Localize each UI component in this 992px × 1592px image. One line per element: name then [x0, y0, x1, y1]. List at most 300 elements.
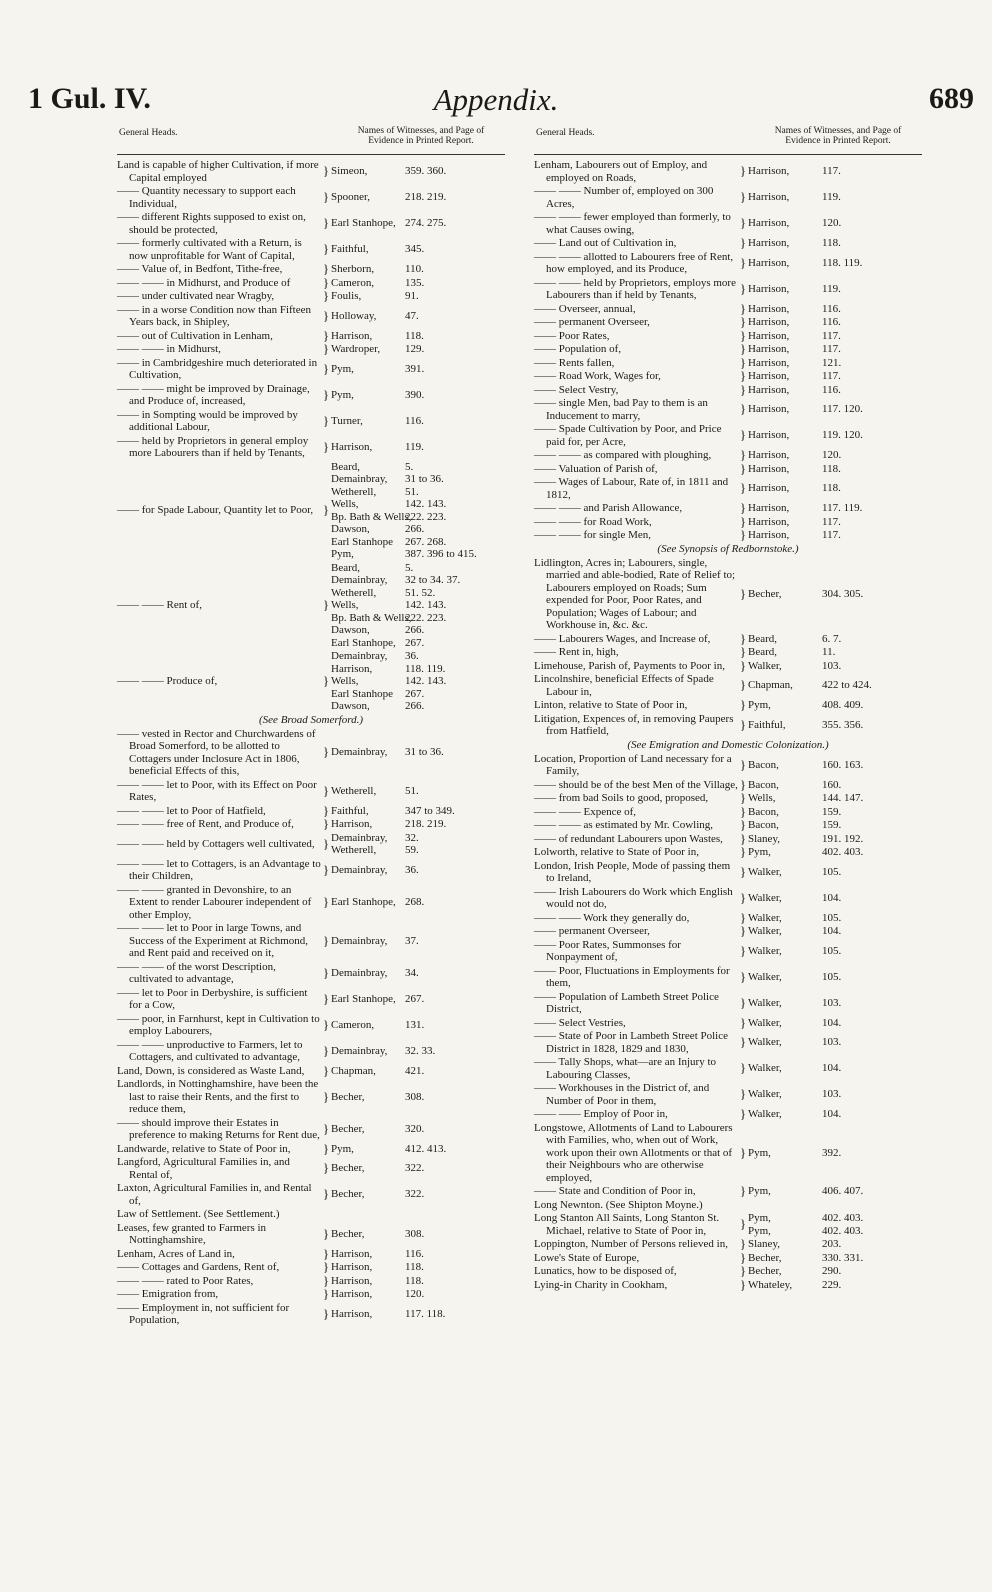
brace: } [739, 1086, 747, 1102]
brace: } [739, 1106, 747, 1121]
index-entry [534, 1276, 922, 1292]
witness-line: Bp. Bath & Wells, [331, 510, 412, 523]
page-line: 5. [405, 460, 414, 473]
page-reference [405, 363, 505, 376]
witness-name [748, 237, 822, 250]
witness-name [748, 257, 822, 270]
index-entry [534, 909, 922, 925]
page-line: 160. 163. [822, 758, 864, 771]
entry-heading: —— permanent Overseer, [534, 925, 650, 937]
index-entry [117, 858, 505, 883]
entry-heading: —— —— for Road Work, [534, 515, 652, 528]
page-line: 218. 219. [405, 191, 447, 204]
index-entry [534, 1185, 922, 1198]
entry-heading: —— —— Expence of, [534, 805, 637, 818]
witness-name [748, 1279, 822, 1292]
witness-line: Pym, [331, 548, 354, 560]
entry-heading: —— single Men, bad Pay to them is an Inducement to marry, [534, 397, 708, 422]
page-line: 142. 143. [405, 599, 447, 611]
entry-heading: —— under cultivated near Wragby, [117, 290, 275, 302]
index-entry [117, 237, 505, 262]
brace: } [322, 386, 330, 402]
brace: } [322, 163, 330, 179]
witness-line: Demainbray, [331, 650, 388, 662]
index-entry [534, 397, 922, 422]
brace: } [322, 288, 330, 303]
page-line: 117. [822, 515, 841, 528]
index-entry [534, 1030, 922, 1055]
witness-line: Harrison, [748, 302, 790, 315]
entry-heading: —— Poor, Fluctuations in Employments for them, [534, 964, 730, 989]
witness-name [748, 370, 822, 383]
index-entry [117, 1208, 505, 1221]
witness-name [748, 699, 822, 712]
entry-heading: —— —— held by Proprietors, employs more Labourers than if held by Tenants, [534, 276, 736, 301]
witness-line: Harrison, [748, 403, 790, 416]
page-line: 120. [405, 1288, 425, 1300]
entry-heading: —— Population of Lambeth Street Police District, [534, 990, 719, 1015]
witness-name [748, 892, 822, 905]
page-line: 118. [405, 329, 424, 342]
witness-name [748, 945, 822, 958]
witness-name [748, 343, 822, 356]
index-entry [117, 562, 505, 650]
witness-line: Walker, [748, 1016, 782, 1029]
index-entry [117, 274, 505, 290]
witness-line: Walker, [748, 659, 782, 672]
entry-heading: —— Workhouses in the District of, and Number of Poor in them, [534, 1082, 710, 1107]
entry-heading: Litigation, Expences of, in removing Paupers from Hatfield, [534, 712, 734, 737]
witness-name [331, 389, 405, 402]
page-reference [405, 1162, 505, 1175]
page-number: 689 [929, 82, 974, 115]
brace: } [739, 460, 747, 476]
page-line: 121. [822, 356, 842, 369]
brace: } [739, 500, 747, 515]
index-entry [534, 646, 922, 659]
index-entry [534, 630, 922, 646]
page-line: 268. [405, 896, 425, 908]
index-entry [117, 818, 505, 831]
witness-name [748, 997, 822, 1010]
witness-name [331, 1308, 405, 1321]
page-reference [822, 819, 922, 832]
entry-heading: —— —— granted in Devonshire, to an Extent to render Labourer independent of other Employ, [117, 883, 312, 921]
page-line: 117. 120. [822, 403, 863, 416]
witnesses-label: Names of Witnesses, and Page of Evidence in Printed Report. [774, 126, 902, 146]
witness-name [748, 833, 822, 846]
brace: } [322, 1042, 330, 1058]
index-entry [534, 502, 922, 515]
witness-line: Wells, [331, 599, 359, 611]
witness-name [748, 759, 822, 772]
witness-line: Harrison, [748, 282, 790, 295]
witness-name [748, 971, 822, 984]
index-entry [117, 211, 505, 236]
entry-heading: Limehouse, Parish of, Payments to Poor in, [534, 659, 725, 672]
page-reference [822, 1108, 922, 1121]
page-line: 320. [405, 1122, 425, 1135]
page-reference [405, 441, 505, 454]
entry-heading: —— Spade Cultivation by Poor, and Price paid for, per Acre, [534, 423, 722, 448]
witness-line: Harrison, [748, 429, 790, 442]
witness-line: Simeon, [331, 165, 368, 178]
page-reference [405, 1275, 505, 1288]
page-line: 51. [405, 485, 419, 498]
entry-heading: —— —— of the worst Description, cultivated to advantage, [117, 960, 276, 985]
page-line: 37. [405, 934, 419, 947]
brace: } [322, 412, 330, 428]
page-reference [822, 502, 922, 515]
entry-heading: —— Quantity necessary to support each Individual, [117, 185, 296, 210]
page-line: 117. [822, 529, 841, 541]
index-entry [534, 753, 922, 778]
entry-heading: —— from bad Soils to good, proposed, [534, 792, 709, 804]
brace: } [322, 673, 330, 688]
page-reference [405, 217, 505, 230]
page-line: 203. [822, 1238, 842, 1250]
page-reference [822, 1185, 922, 1198]
witness-name [331, 441, 405, 454]
brace: } [739, 314, 747, 329]
entry-heading: —— —— held by Cottagers well cultivated, [117, 837, 315, 850]
page-reference [822, 429, 922, 442]
witness-line: Harrison, [331, 818, 373, 830]
witness-line: Wells, [331, 675, 359, 687]
index-entry [534, 860, 922, 885]
witness-line: Walker, [748, 925, 782, 937]
header-rule [534, 154, 922, 155]
entry-heading: Loppington, Number of Persons relieved in, [534, 1238, 728, 1250]
index-entry [117, 290, 505, 303]
witness-name [748, 403, 822, 416]
index-entry [534, 1108, 922, 1121]
witness-line: Cameron, [331, 1018, 375, 1031]
index-entry [534, 460, 922, 476]
page-reference [822, 403, 922, 416]
witness-line: Pym, [331, 362, 354, 375]
page-reference [822, 1238, 922, 1251]
entry-heading: —— —— allotted to Labourers free of Rent, how employed, and its Produce, [534, 250, 734, 275]
entry-heading: —— —— let to Cottagers, is an Advantage to their Children, [117, 857, 321, 882]
witness-line: Demainbray, [331, 831, 388, 844]
brace: } [739, 341, 747, 356]
page-line: 304. 305. [822, 587, 864, 600]
index-entry [534, 1122, 922, 1185]
brace: } [739, 716, 747, 732]
witness-line: Harrison, [748, 370, 790, 382]
page-reference [822, 1147, 922, 1160]
index-entry [534, 830, 922, 846]
page-reference [405, 343, 505, 356]
entry-heading: —— for Spade Labour, Quantity let to Poor, [117, 504, 314, 517]
page-line: 322. [405, 1162, 425, 1175]
witness-line: Walker, [748, 911, 782, 924]
index-entry [534, 343, 922, 356]
entry-heading: —— Rents fallen, [534, 356, 615, 369]
entry-heading: —— —— Work they generally do, [534, 911, 690, 924]
page-line: 159. [822, 805, 842, 818]
witness-line: Slaney, [748, 1238, 780, 1250]
page-reference [405, 243, 505, 256]
brace: } [322, 1272, 330, 1288]
brace: } [739, 427, 747, 443]
page-line: 330. 331. [822, 1251, 864, 1264]
brace: } [739, 1144, 747, 1160]
index-entry [534, 1082, 922, 1107]
witness-name [331, 561, 412, 650]
witness-line: Bacon, [748, 778, 779, 791]
page-line: 267. [405, 636, 425, 649]
index-entry [117, 383, 505, 408]
page-line: 36. [405, 650, 419, 662]
index-entry [117, 802, 505, 818]
page-line: 347 to 349. [405, 804, 455, 817]
entry-heading: —— Select Vestries, [534, 1016, 626, 1029]
entry-heading: —— held by Proprietors in general employ more Labourers than if held by Tenants, [117, 434, 309, 459]
witness-name [748, 646, 822, 659]
witnesses-label: Names of Witnesses, and Page of Evidence in Printed Report. [357, 126, 485, 146]
witness-line: Dawson, [331, 700, 370, 712]
witness-name [748, 1108, 822, 1121]
right-column-header [534, 126, 922, 152]
page-reference [822, 1088, 922, 1101]
witness-line: Pym, [748, 1212, 771, 1224]
witness-name [748, 1185, 822, 1198]
entry-heading: —— —— Number of, employed on 300 Acres, [534, 185, 714, 210]
witness-name [331, 650, 405, 713]
page-reference [405, 896, 505, 909]
entry-heading: —— Employment in, not sufficient for Population, [117, 1301, 290, 1326]
witness-name [748, 283, 822, 296]
witness-name [331, 746, 405, 759]
entry-heading: Law of Settlement. (See Settlement.) [117, 1208, 280, 1220]
witness-name [331, 805, 405, 818]
witness-name [331, 263, 405, 276]
page-line: 5. [405, 561, 414, 574]
index-entry [117, 1261, 505, 1274]
index-entry [117, 343, 505, 356]
brace: } [322, 1259, 330, 1274]
witness-line: Becher, [748, 587, 782, 600]
witness-name [748, 303, 822, 316]
index-entry [534, 803, 922, 819]
witness-line: Bp. Bath & Wells, [331, 611, 412, 624]
witness-line: Slaney, [748, 832, 780, 845]
entry-heading: —— Poor Rates, Summonses for Nonpayment of, [534, 938, 681, 963]
entry-heading: Lunatics, how to be disposed of, [534, 1265, 677, 1277]
brace: } [739, 513, 747, 529]
brace: } [322, 990, 330, 1006]
witness-line: Walker, [748, 944, 782, 957]
page-line: 116. [822, 316, 841, 328]
witness-name [748, 1238, 822, 1251]
brace: } [322, 341, 330, 356]
entry-heading: —— Select Vestry, [534, 383, 619, 396]
brace: } [739, 163, 747, 179]
page-reference [405, 191, 505, 204]
witness-line: Earl Stanhope, [331, 636, 396, 649]
index-entry [117, 435, 505, 460]
page-line: 118. [405, 1274, 424, 1287]
witness-line: Becher, [331, 1188, 365, 1201]
page-reference [822, 217, 922, 230]
witness-line: Harrison, [748, 449, 790, 461]
witness-line: Beard, [748, 646, 778, 658]
brace: } [739, 830, 747, 846]
page-reference [822, 1036, 922, 1049]
index-entry [117, 185, 505, 210]
page-line: 11. [822, 646, 836, 658]
index-entry [534, 513, 922, 529]
page-line: 103. [822, 1036, 842, 1049]
witness-line: Earl Stanhope [331, 687, 394, 700]
brace: } [739, 1216, 747, 1232]
index-entry [534, 886, 922, 911]
witness-name [331, 363, 405, 376]
page-line: 402. 403. [822, 1224, 864, 1237]
witness-line: Wetherell, [331, 586, 377, 599]
witness-line: Chapman, [331, 1064, 376, 1077]
page-line: 391. [405, 362, 425, 375]
witness-line: Harrison, [331, 329, 373, 342]
page-reference [822, 646, 922, 659]
cross-reference-note: (See Synopsis of Redbornstoke.) [657, 542, 799, 555]
brace: } [322, 1305, 330, 1321]
page-line: 47. [405, 309, 419, 322]
brace: } [322, 597, 330, 612]
page-line: 355. 356. [822, 718, 864, 731]
entry-heading: Land, Down, is considered as Waste Land, [117, 1064, 305, 1077]
entry-heading: —— —— unproductive to Farmers, let to Cottagers, and cultivated to advantage, [117, 1038, 303, 1063]
page-reference [822, 1062, 922, 1075]
page-line: 104. [822, 1108, 842, 1120]
witness-line: Harrison, [748, 502, 790, 514]
page-reference [822, 1252, 922, 1265]
page-reference [822, 925, 922, 938]
witness-name [331, 1162, 405, 1175]
entry-heading: —— Valuation of Parish of, [534, 462, 658, 475]
index-entry [534, 1265, 922, 1278]
witness-line: Earl Stanhope, [331, 217, 396, 230]
page-line: 117. 118. [405, 1307, 446, 1320]
brace: } [322, 744, 330, 760]
page-line: 266. [405, 523, 425, 535]
witness-line: Harrison, [748, 256, 790, 269]
entry-heading: —— Labourers Wages, and Increase of, [534, 632, 711, 645]
page-line: 222. 223. [405, 611, 447, 624]
page-reference [822, 165, 922, 178]
cross-reference-note: (See Emigration and Domestic Colonization.) [627, 738, 829, 751]
brace: } [739, 327, 747, 343]
page-line: 103. [822, 1088, 842, 1101]
left-column-header [117, 126, 505, 152]
witness-line: Pym, [748, 846, 771, 858]
witness-line: Walker, [748, 970, 782, 983]
page-line: 104. [822, 925, 842, 937]
entry-heading: —— Road Work, Wages for, [534, 370, 661, 382]
index-entry [117, 263, 505, 276]
witness-name [331, 935, 405, 948]
entry-heading: —— —— Produce of, [117, 675, 218, 687]
brace: } [739, 889, 747, 905]
witness-name [748, 217, 822, 230]
brace: } [739, 447, 747, 462]
brace: } [322, 1286, 330, 1301]
index-entry [117, 884, 505, 922]
brace: } [322, 438, 330, 454]
page-line: 160. [822, 778, 842, 791]
witness-line: Walker, [748, 1036, 782, 1049]
witness-name [748, 1088, 822, 1101]
page-line: 412. 413. [405, 1142, 447, 1155]
entry-heading: London, Irish People, Mode of passing them to Ireland, [534, 859, 731, 884]
entry-heading: —— Cottages and Gardens, Rent of, [117, 1261, 280, 1273]
page-line: 34. [405, 966, 419, 979]
page-reference [822, 529, 922, 542]
page-line: 110. [405, 263, 424, 275]
witness-line: Harrison, [331, 1288, 373, 1300]
witness-line: Demainbray, [331, 863, 388, 876]
witness-name [748, 502, 822, 515]
index-entry [534, 354, 922, 370]
page-reference [405, 832, 505, 857]
page-reference [822, 971, 922, 984]
entry-heading: —— Emigration from, [117, 1288, 219, 1300]
witness-line: Harrison, [748, 329, 790, 342]
page-reference [822, 997, 922, 1010]
witness-line: Spooner, [331, 191, 370, 204]
entry-heading: Leases, few granted to Farmers in Nottinghamshire, [117, 1221, 267, 1246]
witness-name [331, 1045, 405, 1058]
brace: } [322, 1016, 330, 1032]
page-reference [822, 633, 922, 646]
witness-line: Harrison, [331, 1247, 373, 1260]
index-entry [117, 832, 505, 857]
witness-name [748, 463, 822, 476]
entry-heading: Lincolnshire, beneficial Effects of Spade Labour in, [534, 673, 714, 698]
witness-line: Wells, [331, 498, 359, 510]
page-line: 390. [405, 388, 425, 401]
page-line: 116. [822, 302, 841, 315]
page-reference [822, 833, 922, 846]
page-line: 421. [405, 1064, 425, 1077]
index-entry [117, 1140, 505, 1156]
witness-line: Wetherell, [331, 844, 377, 856]
page-reference [822, 846, 922, 859]
index-entry [117, 650, 505, 713]
brace: } [322, 360, 330, 376]
page-line: 104. [822, 1016, 842, 1029]
page-line: 118. 119. [822, 256, 863, 269]
witness-name [748, 806, 822, 819]
entry-heading: Lenham, Acres of Land in, [117, 1247, 235, 1260]
page-line: 51. 52. [405, 586, 436, 599]
page-line: 274. 275. [405, 217, 447, 230]
page-reference [405, 746, 505, 759]
index-entry [534, 925, 922, 938]
page-line: 32. 33. [405, 1044, 436, 1057]
page-reference [822, 283, 922, 296]
page-line: 119. [822, 282, 841, 295]
brace: } [739, 1183, 747, 1198]
index-entry [534, 300, 922, 316]
general-heads-label: General Heads. [536, 128, 595, 138]
brace: } [739, 803, 747, 819]
entry-heading: —— of redundant Labourers upon Wastes, [534, 832, 723, 845]
brace: } [322, 1160, 330, 1176]
page-reference [822, 516, 922, 529]
